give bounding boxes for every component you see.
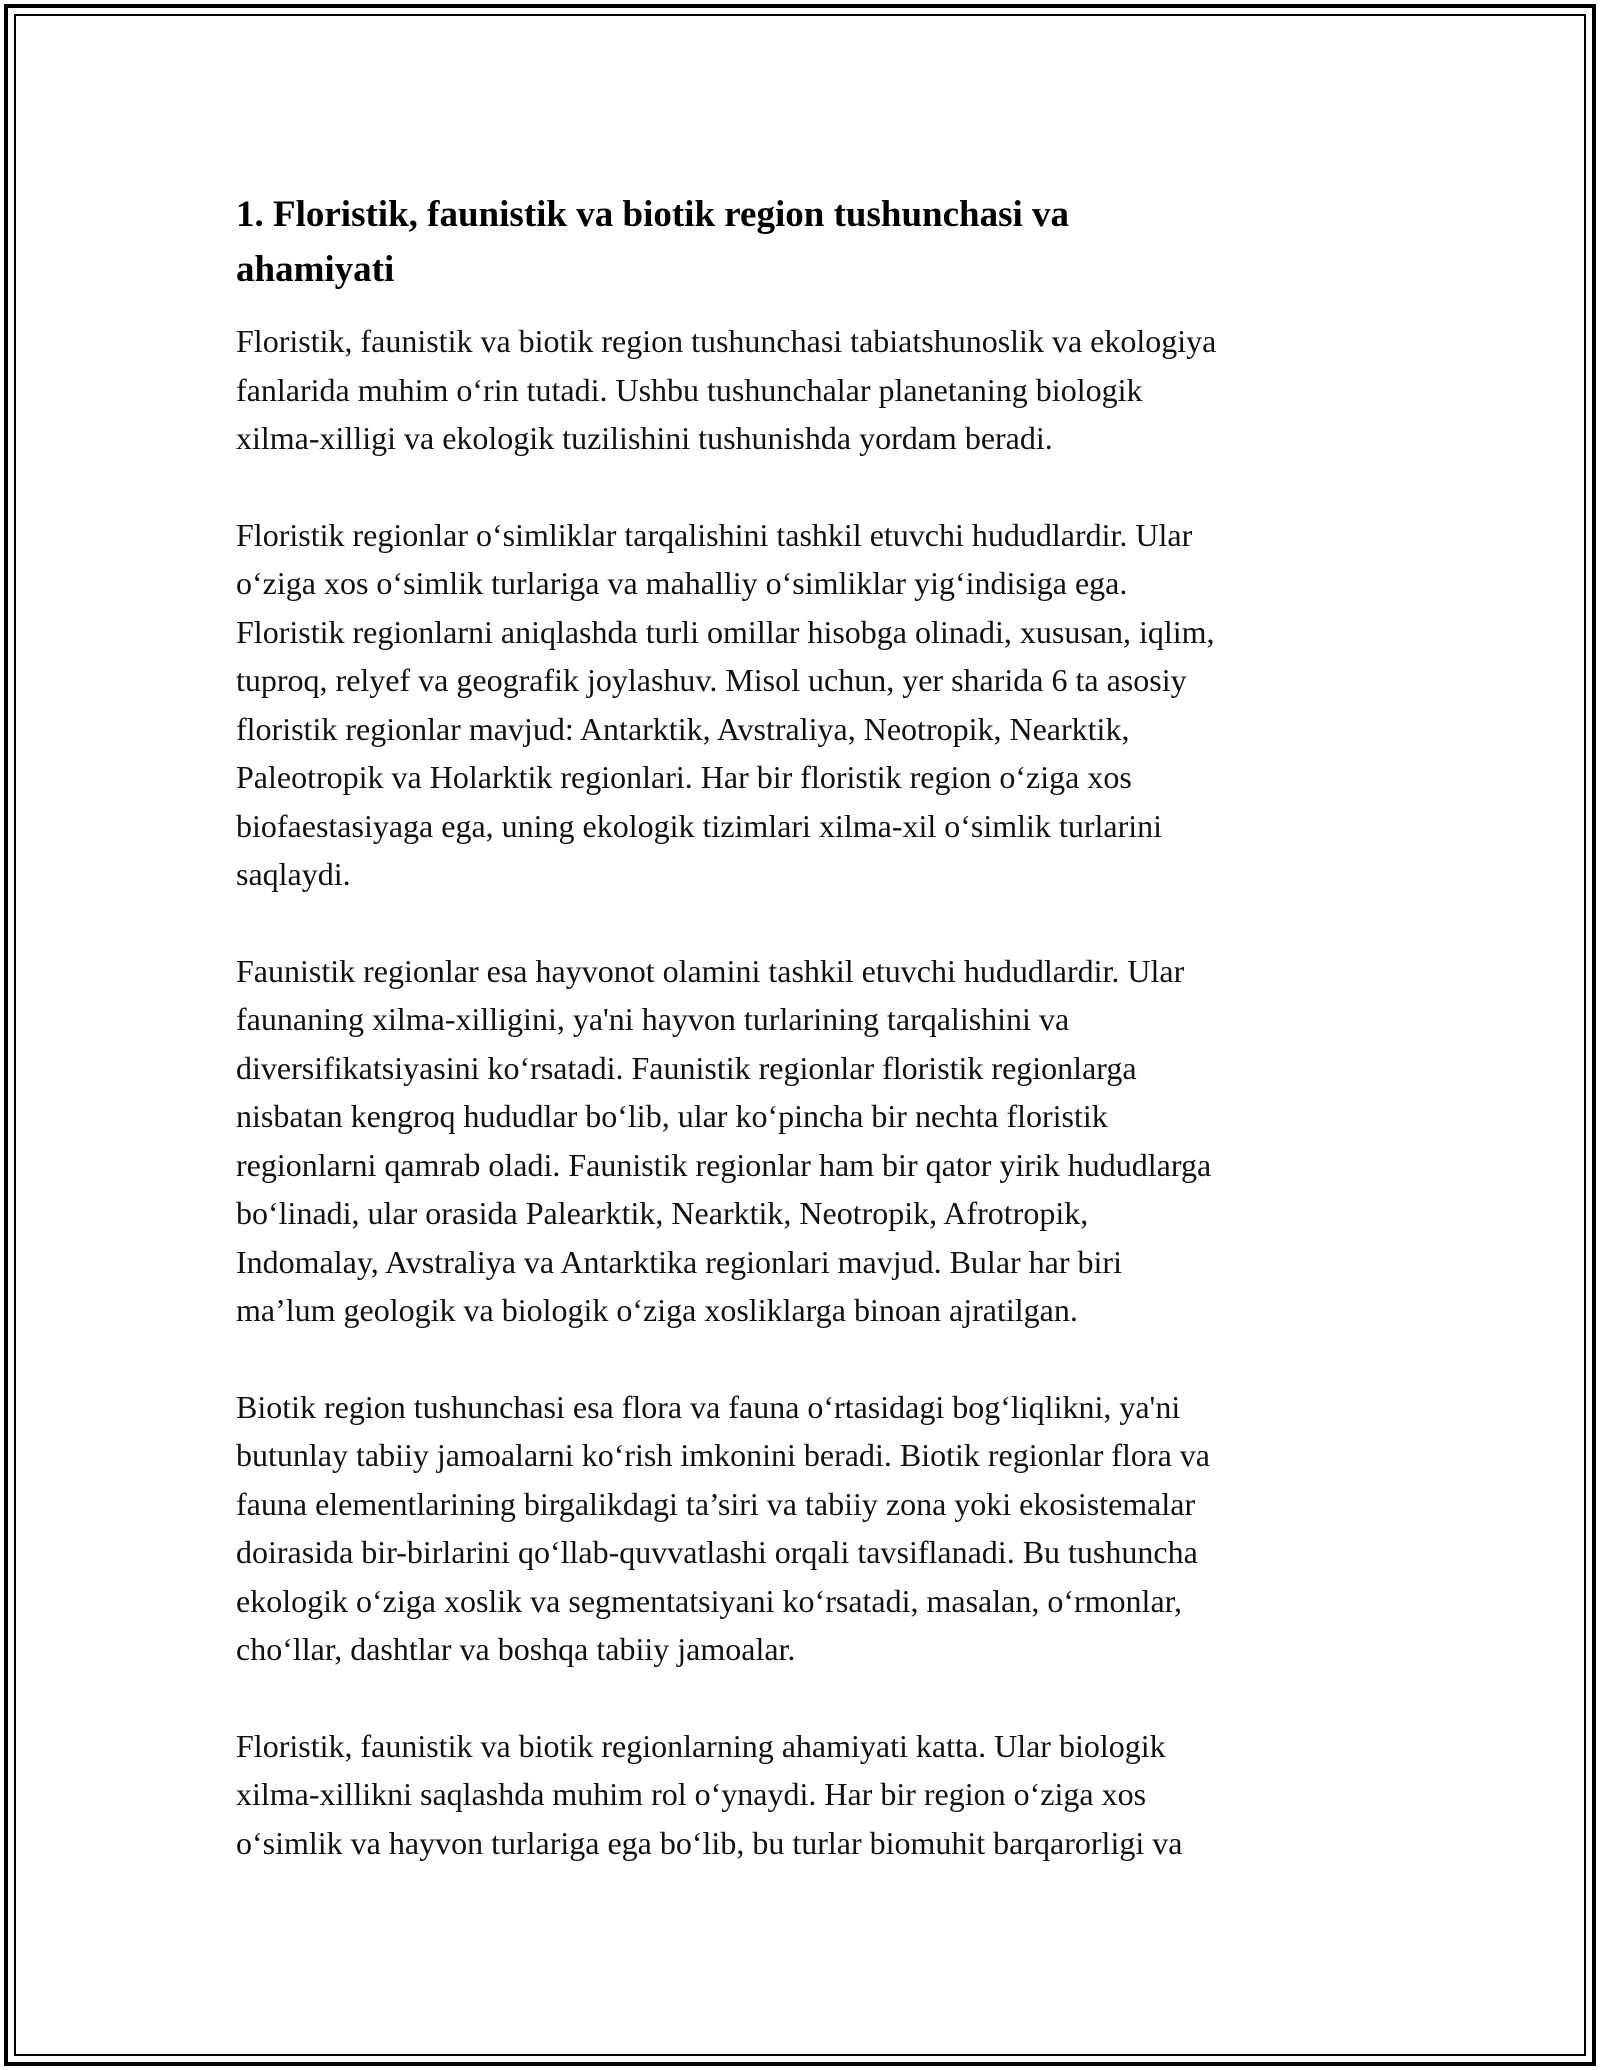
paragraph-biotic <box>236 1383 1366 1674</box>
text-line: butunlay tabiiy jamoalarni ko‘rish imkonini beradi. Biotik regionlar flora va <box>236 1437 1210 1473</box>
text-line: Floristik, faunistik va biotik regionlarning ahamiyati katta. Ular biologik <box>236 1727 1166 1764</box>
text-line: Indomalay, Avstraliya va Antarktika regionlari mavjud. Bular har biri <box>236 1243 1122 1280</box>
text-line: Biotik region tushunchasi esa flora va fauna o‘rtasidagi bog‘liqlikni, ya'ni <box>236 1388 1181 1425</box>
text-line: xilma-xillikni saqlashda muhim rol o‘ynaydi. Har bir region o‘ziga xos <box>236 1776 1147 1812</box>
text-line: ma’lum geologik va biologik o‘ziga xosliklarga binoan ajratilgan. <box>236 1292 1078 1328</box>
paragraph-intro <box>236 317 1366 463</box>
paragraph-importance <box>236 1722 1366 1868</box>
text-line: tuproq, relyef va geografik joylashuv. Misol uchun, yer sharida 6 ta asosiy <box>236 662 1187 698</box>
text-line: biofaestasiyaga ega, uning ekologik tizimlari xilma-xil o‘simlik turlarini <box>236 807 1162 844</box>
heading-line: 1. Floristik, faunistik va biotik region tushunchasi va <box>236 194 1070 235</box>
text-line: Faunistik regionlar esa hayvonot olamini tashkil etuvchi hududlardir. Ular <box>236 952 1185 989</box>
paragraph-faunistic <box>236 947 1366 1335</box>
heading-line: ahamiyati <box>236 249 395 290</box>
text-line: regionlarni qamrab oladi. Faunistik regionlar ham bir qator yirik hududlarga <box>236 1146 1212 1183</box>
text-line: xilma-xilligi va ekologik tuzilishini tushunishda yordam beradi. <box>236 420 1053 456</box>
text-line: fauna elementlarining birgalikdagi ta’siri va tabiiy zona yoki ekosistemalar <box>236 1485 1196 1522</box>
paragraph-floristic <box>236 511 1366 899</box>
text-line: o‘ziga xos o‘simlik turlariga va mahalliy o‘simliklar yig‘indisiga ega. <box>236 565 1128 601</box>
text-line: diversifikatsiyasini ko‘rsatadi. Faunistik regionlar floristik regionlarga <box>236 1049 1137 1086</box>
section-heading <box>236 187 1366 297</box>
text-line: faunaning xilma-xilligini, ya'ni hayvon turlarining tarqalishini va <box>236 1001 1070 1037</box>
text-line: Floristik regionlar o‘simliklar tarqalishini tashkil etuvchi hududlardir. Ular <box>236 516 1193 553</box>
text-line: fanlarida muhim o‘rin tutadi. Ushbu tushunchalar planetaning biologik <box>236 371 1143 408</box>
text-line: ekologik o‘ziga xoslik va segmentatsiyani ko‘rsatadi, masalan, o‘rmonlar, <box>236 1582 1183 1619</box>
text-line: cho‘llar, dashtlar va boshqa tabiiy jamoalar. <box>236 1631 796 1667</box>
text-line: floristik regionlar mavjud: Antarktik, Avstraliya, Neotropik, Nearktik, <box>236 710 1130 747</box>
text-line: Floristik, faunistik va biotik region tushunchasi tabiatshunoslik va ekologiya <box>236 323 1217 359</box>
text-line: Paleotropik va Holarktik regionlari. Har bir floristik region o‘ziga xos <box>236 759 1132 795</box>
text-line: doirasida bir-birlarini qo‘llab-quvvatlashi orqali tavsiflanadi. Bu tushuncha <box>236 1534 1198 1570</box>
text-line: o‘simlik va hayvon turlariga ega bo‘lib, bu turlar biomuhit barqarorligi va <box>236 1824 1183 1861</box>
text-line: nisbatan kengroq hududlar bo‘lib, ular ko‘pincha bir nechta floristik <box>236 1098 1108 1134</box>
text-line: saqlaydi. <box>236 856 351 892</box>
document-body <box>236 187 1366 1915</box>
text-line: Floristik regionlarni aniqlashda turli omillar hisobga olinadi, xususan, iqlim, <box>236 613 1215 650</box>
text-line: bo‘linadi, ular orasida Palearktik, Nearktik, Neotropik, Afrotropik, <box>236 1195 1089 1231</box>
